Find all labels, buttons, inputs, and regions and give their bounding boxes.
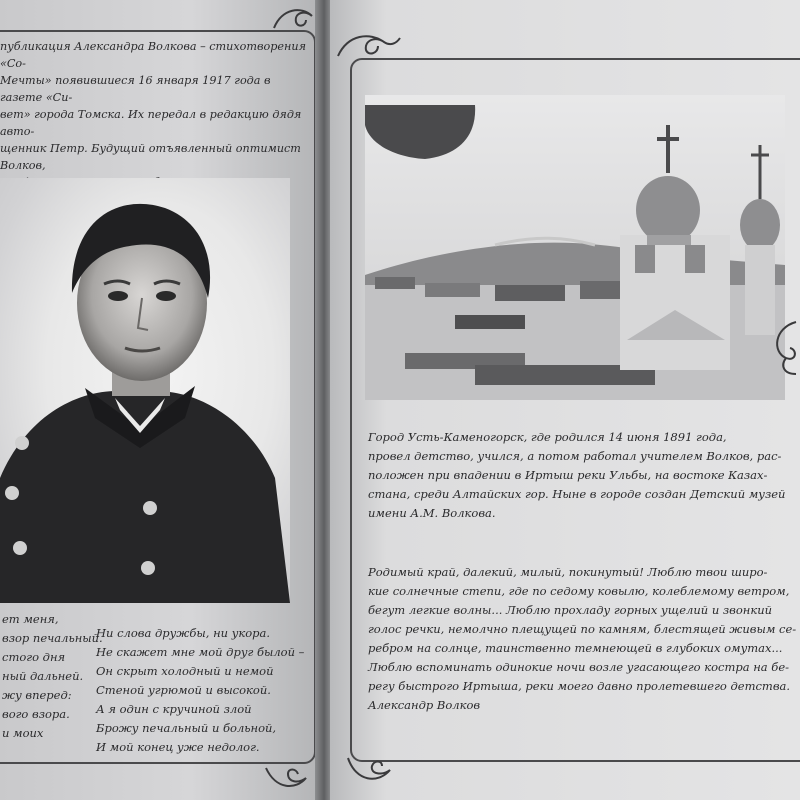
quote-line: бегут легкие волны... Люблю прохладу горных ущелий и звонкий: [368, 603, 773, 617]
poem-line: жу вперед:: [2, 688, 72, 702]
quote-line: Родимый край, далекий, милый, покинутый! Люблю твои широ-: [368, 565, 768, 579]
ornament-scroll-icon: [272, 4, 316, 42]
intro-line: Мечты» появившиеся 16 января 1917 года в газете «Си-: [0, 74, 271, 104]
caption-line: положен при впадении в Иртыш реки Ульбы, на востоке Казах-: [368, 468, 768, 482]
poem-line: взор печальный.: [2, 631, 103, 645]
photo-caption: [368, 428, 788, 523]
ornament-scroll-icon: [334, 28, 404, 70]
poem-line: Не скажет мне мой друг былой –: [96, 645, 305, 659]
poem-line: И мой конец уже недолог.: [96, 740, 260, 754]
poem-line: ный дальней.: [2, 669, 84, 683]
quote-author: Александр Волков: [368, 698, 481, 712]
ornament-scroll-icon: [262, 762, 312, 800]
poem-line: стого дня: [2, 650, 66, 664]
quote-line: регу быстрого Иртыша, реки моего давно пролетевшего детства.: [368, 679, 791, 693]
poem-line: Брожу печальный и больной,: [96, 721, 277, 735]
poem-stanza: [96, 624, 304, 757]
caption-line: стана, среди Алтайских гор. Ныне в городе создан Детский музей: [368, 487, 786, 501]
portrait-photo: [0, 178, 290, 603]
caption-line: Город Усть-Каменогорск, где родился 14 июня 1891 года,: [368, 430, 727, 444]
quote-line: Люблю вспоминать одинокие ночи возле угасающего костра на бе-: [368, 660, 790, 674]
city-photo: [365, 95, 785, 400]
ornament-scroll-icon: [768, 318, 800, 386]
intro-line: публикация Александра Волкова – стихотворения «Со-: [0, 40, 306, 70]
caption-line: провел детство, учился, а потом работал учителем Волков, рас-: [368, 449, 782, 463]
poem-line: Стеной угрюмой и высокой.: [96, 683, 271, 697]
ornament-scroll-icon: [344, 752, 404, 796]
right-page: [330, 0, 800, 800]
intro-line: щенник Петр. Будущий отъявленный оптимист Волков,: [0, 142, 301, 172]
quote-line: голос речки, немолчно плещущей по камням, блестящей живым се-: [368, 622, 797, 636]
quote-line: ребром на солнце, таинственно темнеющей в глубоких омутах...: [368, 641, 783, 655]
poem-line: А я один с кручиной злой: [96, 702, 252, 716]
poem-line: Он скрыт холодный и немой: [96, 664, 274, 678]
quote-line: кие солнечные степи, где по седому ковылю, колеблемому ветром,: [368, 584, 790, 598]
volkov-quote: [368, 563, 798, 715]
caption-line: имени А.М. Волкова.: [368, 506, 496, 520]
poem-line: Ни слова дружбы, ни укора.: [96, 626, 271, 640]
left-page: [0, 0, 318, 800]
poem-line: ет меня,: [2, 612, 59, 626]
poem-line: вого взора.: [2, 707, 70, 721]
intro-line: вет» города Томска. Их передал в редакцию дядя авто-: [0, 108, 302, 138]
poem-line: и моих: [2, 726, 44, 740]
poem-fragment-left: [2, 610, 103, 743]
